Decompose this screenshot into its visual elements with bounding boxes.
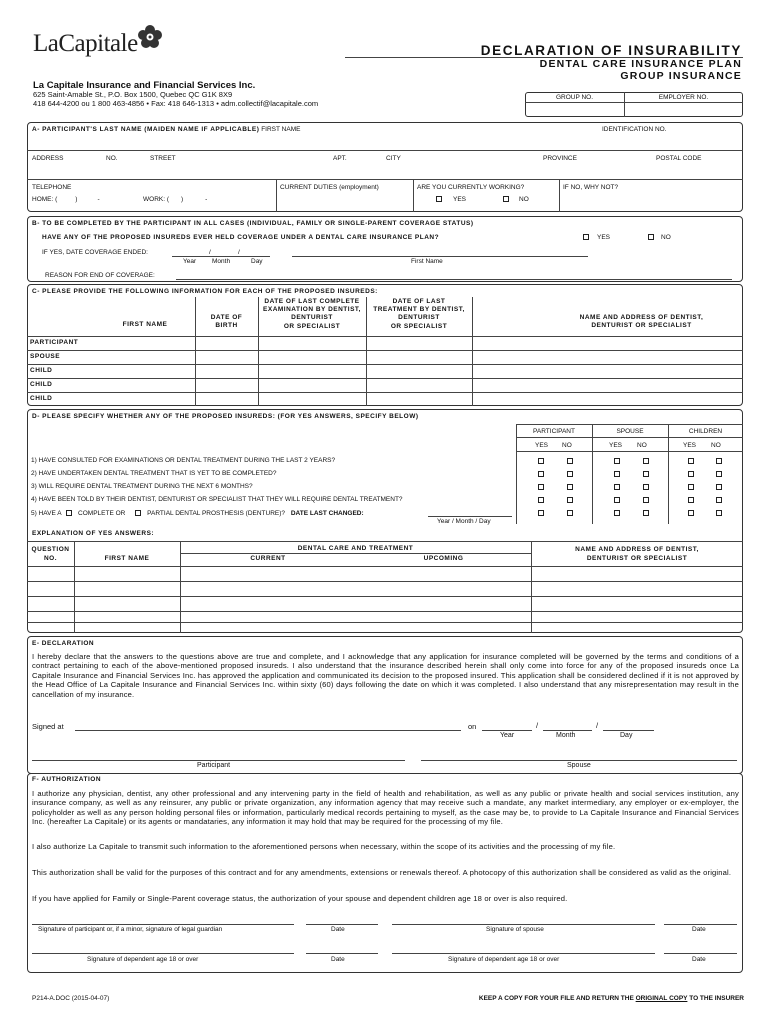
e-year-label: Year [500,732,515,739]
c-row-label: CHILD [30,395,53,402]
section-f-heading: F- AUTHORIZATION [32,776,102,783]
sign-date-year-field[interactable] [482,730,532,731]
d-participant-label: PARTICIPANT [533,428,575,435]
if-yes-label: IF YES, DATE COVERAGE ENDED: [42,249,148,256]
expl-col-address: NAME AND ADDRESS OF DENTIST, DENTURIST OR SPECIALIST [575,546,699,562]
company-address: 625 Saint-Amable St., P.O. Box 1500, Quebec QC G1K 8X9 [33,90,233,99]
expl-col-current: CURRENT [250,555,286,562]
partial-prosthesis-checkbox[interactable] [135,510,141,516]
c-col-dob: DATE OF BIRTH [210,314,243,329]
if-no-label: IF NO, WHY NOT? [563,184,619,191]
q1-spouse-no-checkbox[interactable] [643,458,649,464]
d-spouse-label: SPOUSE [616,428,644,435]
c-row-label: SPOUSE [30,353,61,360]
q3-participant-no-checkbox[interactable] [567,484,573,490]
q3-spouse-yes-checkbox[interactable] [614,484,620,490]
date-last-changed-field[interactable] [428,516,512,517]
authorization-text-2: I also authorize La Capitale to transmit such information to the aforementioned persons when necessary, within the scope of its activities and the processing of my file. [32,842,616,851]
prior-coverage-no-label: NO [661,234,671,241]
working-no-checkbox[interactable] [503,196,509,202]
q4-children-no-checkbox[interactable] [716,497,722,503]
logo [33,30,138,58]
duties-label: CURRENT DUTIES (employment) [280,184,379,191]
signed-at-field[interactable] [75,730,461,731]
c-row-label: PARTICIPANT [30,339,79,346]
ymd-label: Year / Month / Day [437,518,491,525]
q1-participant-yes-checkbox[interactable] [538,458,544,464]
q2-children-no-checkbox[interactable] [716,471,722,477]
sign-date-day-field[interactable] [603,730,654,731]
employer-no-label: EMPLOYER NO. [658,94,709,101]
q5-participant-yes-checkbox[interactable] [538,510,544,516]
street-label: STREET [150,155,176,162]
q3-children-no-checkbox[interactable] [716,484,722,490]
explanation-heading: EXPLANATION OF YES ANSWERS: [32,530,155,537]
sig-dependent-field-1[interactable] [32,953,294,954]
complete-prosthesis-checkbox[interactable] [66,510,72,516]
working-no-label: NO [519,196,529,203]
logo-text: LaCapitale [33,30,138,57]
address-label: ADDRESS [32,155,64,162]
q5-children-no-checkbox[interactable] [716,510,722,516]
section-d-heading: D- PLEASE SPECIFY WHETHER ANY OF THE PROPOSED INSUREDS: (FOR YES ANSWERS, SPECIFY BELOW) [32,413,419,420]
participant-signature-field[interactable] [32,760,405,761]
q1-spouse-yes-checkbox[interactable] [614,458,620,464]
q5-participant-no-checkbox[interactable] [567,510,573,516]
sig-participant-label: Signature of participant or, if a minor, signature of legal guardian [38,926,223,933]
telephone-label: TELEPHONE [32,184,72,191]
postal-label: POSTAL CODE [656,155,702,162]
expl-col-first-name: FIRST NAME [104,555,150,562]
section-b-heading: B- TO BE COMPLETED BY THE PARTICIPANT IN ALL CASES (INDIVIDUAL, FAMILY OR SINGLE-PARENT COVERAGE STATUS) [32,220,474,227]
q4-spouse-yes-checkbox[interactable] [614,497,620,503]
d-question-5: 5) HAVE A COMPLETE OR PARTIAL DENTAL PROSTHESIS (DENTURE)? DATE LAST CHANGED: [31,510,364,517]
company-name: La Capitale Insurance and Financial Services Inc. [33,80,256,91]
sig-spouse-label: Signature of spouse [486,926,544,933]
date-label: Date [331,956,345,963]
c-col-exam: DATE OF LAST COMPLETE EXAMINATION BY DENTIST, DENTURIST OR SPECIALIST [263,298,361,330]
q2-participant-yes-checkbox[interactable] [538,471,544,477]
title-plan: DENTAL CARE INSURANCE PLAN [539,58,742,70]
on-label: on [468,722,477,731]
province-label: PROVINCE [543,155,577,162]
sig-dependent-label: Signature of dependent age 18 or over [87,956,199,963]
q3-participant-yes-checkbox[interactable] [538,484,544,490]
d-question-4: 4) HAVE BEEN TOLD BY THEIR DENTIST, DENTURIST OR SPECIALIST THAT THEY WILL REQUIRE DENTAL TREATMENT? [31,496,403,503]
q1-children-no-checkbox[interactable] [716,458,722,464]
first-name-label: First Name [411,258,443,265]
work-phone-label: WORK: ( ) - [143,196,208,203]
sig-dependent-date-field-1[interactable] [306,953,378,954]
section-a-heading: A- PARTICIPANT'S LAST NAME (MAIDEN NAME IF APPLICABLE) FIRST NAME [32,126,301,133]
prior-coverage-yes-checkbox[interactable] [583,234,589,240]
sig-dependent-label: Signature of dependent age 18 or over [448,956,560,963]
d-children-label: CHILDREN [688,428,723,435]
apt-label: APT. [333,155,347,162]
title-group: GROUP INSURANCE [620,70,742,82]
q4-children-yes-checkbox[interactable] [688,497,694,503]
reason-field[interactable] [176,279,732,280]
q1-children-yes-checkbox[interactable] [688,458,694,464]
spouse-signature-field[interactable] [421,760,737,761]
section-a-box [27,122,743,212]
q2-participant-no-checkbox[interactable] [567,471,573,477]
month-label: Month [212,258,231,265]
c-col-address: NAME AND ADDRESS OF DENTIST, DENTURIST OR SPECIALIST [579,314,704,329]
reason-label: REASON FOR END OF COVERAGE: [45,272,155,279]
no-label: NO. [106,155,118,162]
sig-spouse-date-field[interactable] [664,924,737,925]
sig-dependent-field-2[interactable] [392,953,655,954]
c-row-label: CHILD [30,381,53,388]
q5-spouse-no-checkbox[interactable] [643,510,649,516]
q2-children-yes-checkbox[interactable] [688,471,694,477]
expl-col-upcoming: UPCOMING [423,555,464,562]
sig-participant-date-field[interactable] [306,924,378,925]
form-title: DECLARATION OF INSURABILITY [480,43,742,58]
date-label: Date [692,956,706,963]
c-col-first-name: FIRST NAME [122,321,168,328]
prior-first-name-field[interactable] [292,256,588,257]
q3-children-yes-checkbox[interactable] [688,484,694,490]
date-label: Date [331,926,345,933]
section-d-box [27,409,743,633]
city-label: CITY [386,155,401,162]
declaration-text: I hereby declare that the answers to the questions above are true and complete, and I acknowledge that any application for insurance completed will be governed by the terms and conditions of a contract pertaining to each of the above-mentioned proposed insureds. I also understand that the insurance described herein shall only come into force for any of the proposed insureds once La Capitale Insurance and Financial Services Inc. has approved the application and communicated its decision to the proposed insured. This application shall be considered declined if it is not approved by the Head Office of La Capitale Insurance and Financial Services Inc. within sixty (60) days following the date on which it was completed. I also understand that any misrepresentation may result in the cancellation of my insurance. [32,652,739,699]
q2-spouse-no-checkbox[interactable] [643,471,649,477]
sign-date-month-field[interactable] [543,730,592,731]
e-month-label: Month [556,732,576,739]
expl-col-question: QUESTION NO. [31,546,70,562]
working-yes-checkbox[interactable] [436,196,442,202]
day-label: Day [251,258,263,265]
authorization-text-1: I authorize any physician, dentist, any other professional and any intervening party in the field of health and rehabilitation, as well as any public or private health and social services institution, any insurance company, as well as any reinsurer, any public or private organization, any information agency that may receive such a mandate, any market intermediary, any employer or ex-employer, the policyholder as well as any person holding personal files or information, particularly medical records pertaining to myself, as the case may be, to provide to La Capitale Insurance and Financial Services Inc. (hereafter La Capitale) or its agents or mandataries, any information it may hold that may be required for the processing of my file. [32,789,739,827]
prior-coverage-no-checkbox[interactable] [648,234,654,240]
section-b-question: HAVE ANY OF THE PROPOSED INSUREDS EVER HELD COVERAGE UNDER A DENTAL CARE INSURANCE PLAN? [42,234,440,241]
form-code: P214-A.DOC (2015-04-07) [32,995,110,1002]
participant-label: Participant [197,762,231,769]
q4-participant-no-checkbox[interactable] [567,497,573,503]
home-phone-label: HOME: ( ) - [32,196,100,203]
q5-spouse-yes-checkbox[interactable] [614,510,620,516]
logo-flower-icon [136,24,164,50]
q5-children-yes-checkbox[interactable] [688,510,694,516]
sig-dependent-date-field-2[interactable] [664,953,737,954]
spouse-label: Spouse [567,762,591,769]
signed-at-label: Signed at [32,722,64,731]
sig-participant-field[interactable] [32,924,294,925]
authorization-text-4: If you have applied for Family or Single-Parent coverage status, the authorization of your spouse and dependent children age 18 or over is also required. [32,894,568,903]
section-c-heading: C- PLEASE PROVIDE THE FOLLOWING INFORMATION FOR EACH OF THE PROPOSED INSUREDS: [32,288,378,295]
return-instruction: KEEP A COPY FOR YOUR FILE AND RETURN THE ORIGINAL COPY TO THE INSURER [478,995,744,1002]
d-question-3: 3) WILL REQUIRE DENTAL TREATMENT DURING THE NEXT 6 MONTHS? [31,483,253,490]
q3-spouse-no-checkbox[interactable] [643,484,649,490]
q2-spouse-yes-checkbox[interactable] [614,471,620,477]
q4-spouse-no-checkbox[interactable] [643,497,649,503]
working-label: ARE YOU CURRENTLY WORKING? [417,184,525,191]
c-col-treatment: DATE OF LAST TREATMENT BY DENTIST, DENTURIST OR SPECIALIST [373,298,465,330]
d-question-1: 1) HAVE CONSULTED FOR EXAMINATIONS OR DENTAL TREATMENT DURING THE LAST 2 YEARS? [31,457,336,464]
q1-participant-no-checkbox[interactable] [567,458,573,464]
d-question-2: 2) HAVE UNDERTAKEN DENTAL TREATMENT THAT IS YET TO BE COMPLETED? [31,470,277,477]
company-contact: 418 644-4200 ou 1 800 463-4856 • Fax: 418 646-1313 • adm.collectif@lacapitale.com [33,99,319,108]
working-yes-label: YES [453,196,467,203]
c-row-label: CHILD [30,367,53,374]
expl-col-dental: DENTAL CARE AND TREATMENT [297,545,414,552]
section-e-heading: E- DECLARATION [32,640,95,647]
sig-spouse-field[interactable] [392,924,655,925]
year-label: Year [183,258,197,265]
e-day-label: Day [620,732,633,739]
group-no-label: GROUP NO. [555,94,594,101]
date-label: Date [692,926,706,933]
id-no-label: IDENTIFICATION NO. [602,126,667,133]
coverage-end-date-field[interactable] [172,256,270,257]
authorization-text-3: This authorization shall be valid for the purposes of this contract and for any amendments, extensions or renewals thereof. A photocopy of this authorization shall be considered as valid as the original. [32,868,732,877]
prior-coverage-yes-label: YES [597,234,611,241]
q4-participant-yes-checkbox[interactable] [538,497,544,503]
